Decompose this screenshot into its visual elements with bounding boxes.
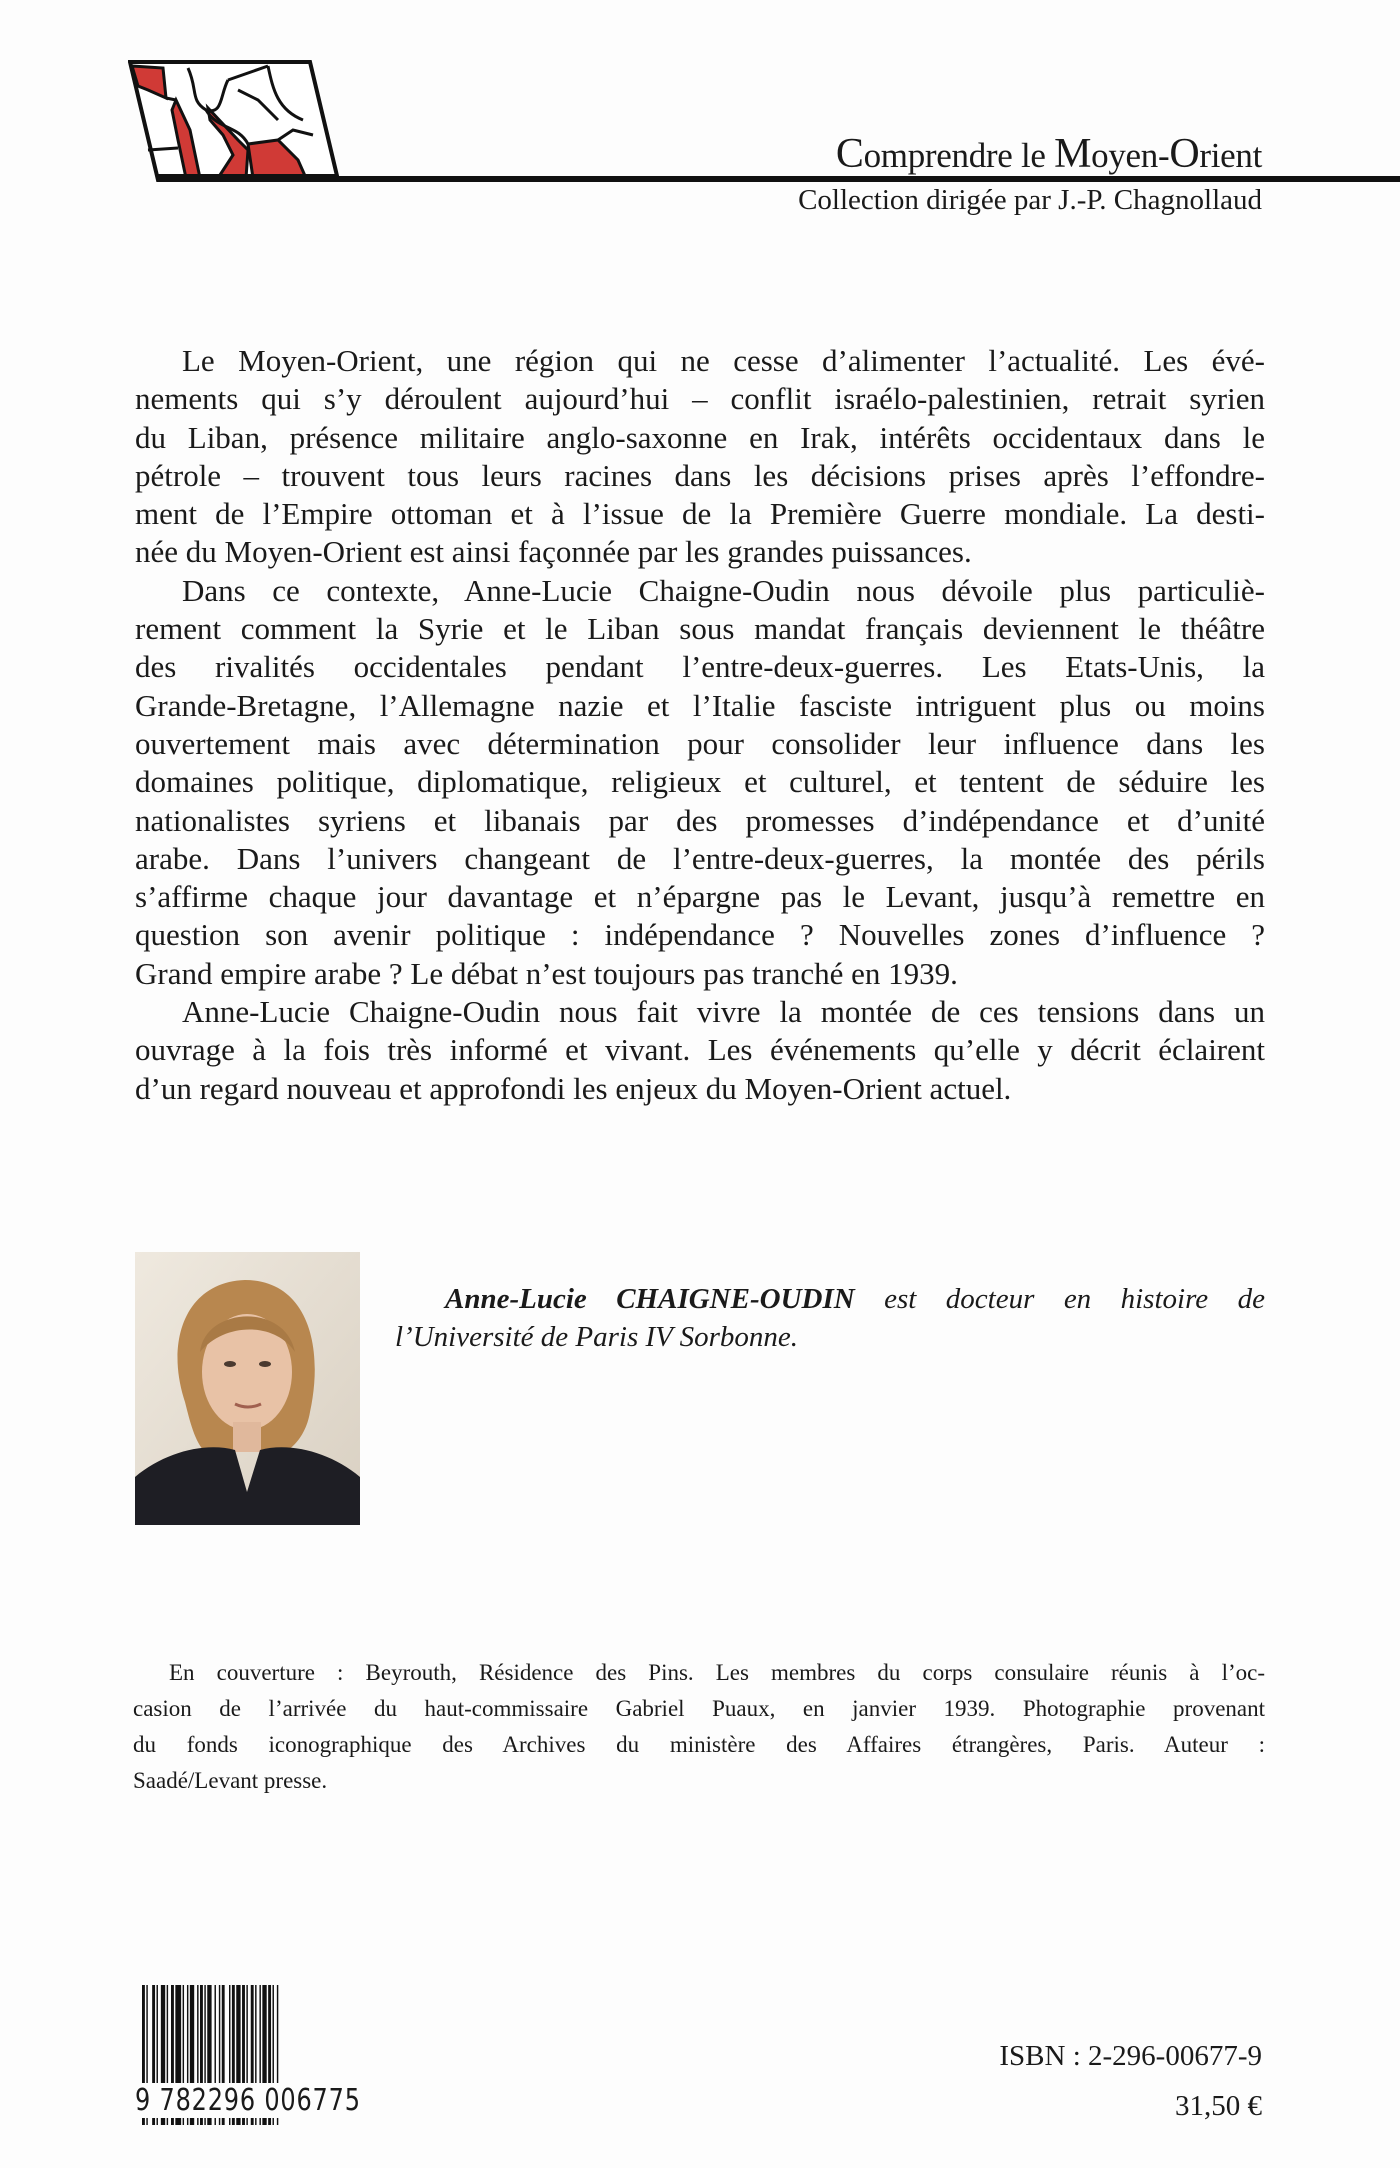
paragraph-line: s’affirme chaque jour davantage et n’épargne pas le Levant, jusqu’à remettre en: [135, 879, 1265, 915]
paragraph-line: ment de l’Empire ottoman et à l’issue de la Première Guerre mondiale. La desti-: [135, 496, 1265, 532]
series-title-text: oyen-: [1091, 136, 1170, 175]
price: 31,50 €: [1175, 2090, 1262, 2122]
cover-caption: [133, 1655, 1265, 1799]
paragraph-line: arabe. Dans l’univers changeant de l’entre-deux-guerres, la montée des périls: [135, 840, 1265, 876]
isbn: ISBN : 2-296-00677-9: [999, 2040, 1262, 2072]
paragraph-line: ouvertement mais avec détermination pour consolider leur influence dans les: [135, 725, 1265, 761]
paragraph-line: domaines politique, diplomatique, religieux et culturel, et tentent de séduire les: [135, 764, 1265, 800]
series-title: [836, 130, 1262, 178]
collection-logo-map: [128, 60, 343, 182]
caption-line: casion de l’arrivée du haut-commissaire Gabriel Puaux, en janvier 1939. Photographie provenant: [133, 1696, 1265, 1721]
caption-line: du fonds iconographique des Archives du ministère des Affaires étrangères, Paris. Auteur :: [133, 1732, 1265, 1757]
caption-line: En couverture : Beyrouth, Résidence des Pins. Les membres du corps consulaire réunis à l’oc-: [169, 1660, 1265, 1685]
paragraph-line: Anne-Lucie Chaigne-Oudin nous fait vivre la montée de ces tensions dans un: [182, 994, 1265, 1030]
barcode-digits: 9 782296 006775: [135, 2083, 361, 2118]
series-editor: Collection dirigée par J.-P. Chagnollaud: [798, 184, 1262, 216]
back-cover-blurb: [135, 342, 1265, 1108]
paragraph-line: Grande-Bretagne, l’Allemagne nazie et l’Italie fasciste intriguent plus ou moins: [135, 687, 1265, 723]
paragraph-line: des rivalités occidentales pendant l’entre-deux-guerres. Les Etats-Unis, la: [135, 649, 1265, 685]
author-photo: [135, 1252, 360, 1525]
series-title-initial: C: [835, 131, 864, 177]
paragraph-line: question son avenir politique : indépendance ? Nouvelles zones d’influence ?: [135, 917, 1265, 953]
series-title-initial: M: [1054, 131, 1092, 177]
paragraph-line: Le Moyen-Orient, une région qui ne cesse d’alimenter l’actualité. Les évé-: [182, 343, 1265, 378]
author-name: Anne-Lucie CHAIGNE-OUDIN: [445, 1283, 855, 1315]
paragraph-line: pétrole – trouvent tous leurs racines dans les décisions prises après l’effondre-: [135, 457, 1265, 493]
paragraph-line: Dans ce contexte, Anne-Lucie Chaigne-Oudin nous dévoile plus particuliè-: [182, 572, 1265, 608]
paragraph-line: nements qui s’y déroulent aujourd’hui – conflit israélo-palestinien, retrait syrien: [135, 381, 1265, 417]
series-title-initial: O: [1169, 131, 1200, 177]
author-bio-line: est docteur en histoire de: [854, 1283, 1265, 1315]
paragraph-line: Grand empire arabe ? Le débat n’est toujours pas tranché en 1939.: [135, 955, 958, 991]
paragraph-line: rement comment la Syrie et le Liban sous mandat français deviennent le théâtre: [135, 611, 1265, 647]
paragraph-line: d’un regard nouveau et approfondi les enjeux du Moyen-Orient actuel.: [135, 1070, 1012, 1106]
paragraph-line: nationalistes syriens et libanais par des promesses d’indépendance et d’unité: [135, 802, 1265, 838]
paragraph-line: ouvrage à la fois très informé et vivant. Les événements qu’elle y décrit éclairent: [135, 1032, 1265, 1068]
author-bio: [395, 1280, 1265, 1356]
paragraph-line: du Liban, présence militaire anglo-saxonne en Irak, intérêts occidentaux dans le: [135, 419, 1265, 455]
paragraph-line: née du Moyen-Orient est ainsi façonnée par les grandes puissances.: [135, 534, 972, 570]
series-title-text: rient: [1199, 136, 1262, 175]
series-title-text: omprendre le: [863, 136, 1055, 175]
author-bio-line: l’Université de Paris IV Sorbonne.: [395, 1321, 798, 1353]
caption-line: Saadé/Levant presse.: [133, 1768, 328, 1793]
